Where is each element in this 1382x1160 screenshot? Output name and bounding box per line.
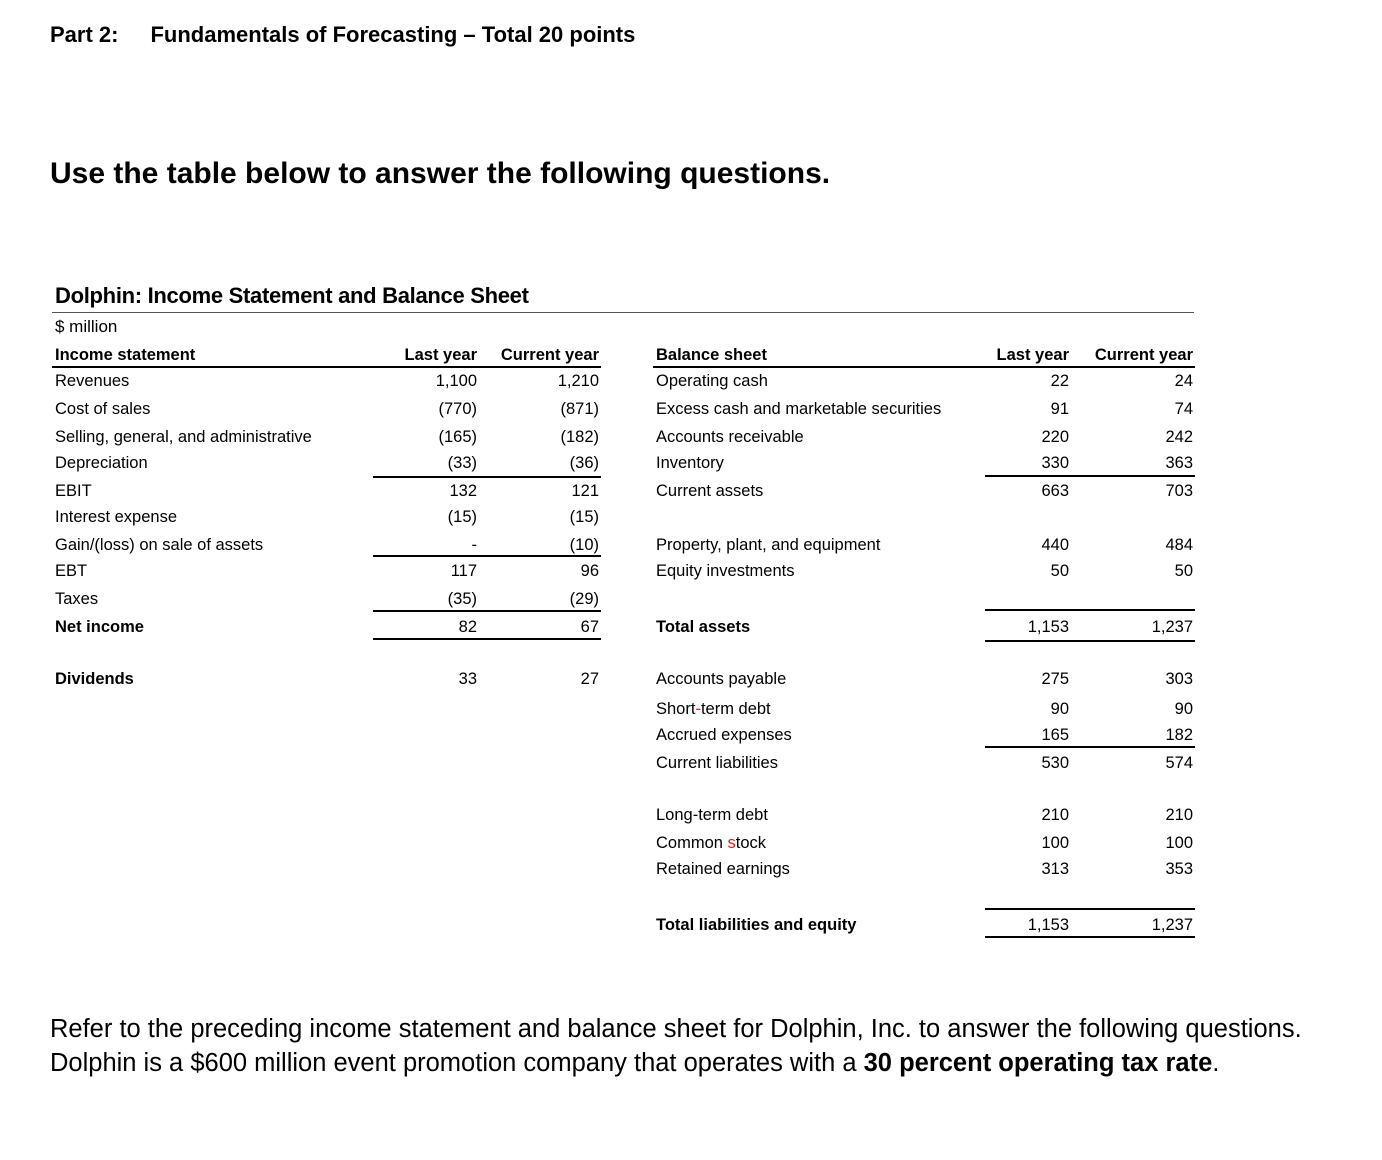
income-row-current-year: 121 — [571, 482, 599, 500]
label-part: - — [695, 700, 701, 718]
income-row-last-year: - — [471, 536, 477, 554]
balance-row-last-year: 313 — [1041, 860, 1069, 878]
balance-row-label: Accounts receivable — [656, 428, 804, 446]
income-header-label: Income statement — [55, 346, 196, 364]
income-row-label: Gain/(loss) on sale of assets — [55, 536, 264, 554]
income-row-last-year: (35) — [447, 590, 477, 608]
balance-rule — [985, 475, 1195, 477]
balance-row-current-year: 574 — [1165, 754, 1193, 772]
balance-row-current-year: 1,237 — [1151, 916, 1193, 934]
title-divider — [52, 312, 1194, 313]
balance-rule — [985, 640, 1195, 642]
income-row-last-year: 1,100 — [435, 372, 477, 390]
label-part: tock — [735, 834, 767, 852]
balance-row-last-year: 100 — [1041, 834, 1069, 852]
balance-row-last-year: 663 — [1041, 482, 1069, 500]
balance-row-current-year: 100 — [1165, 834, 1193, 852]
income-row-current-year: (182) — [560, 428, 599, 446]
unit-label: $ million — [55, 317, 118, 336]
balance-row-last-year: 1,153 — [1027, 618, 1069, 636]
balance-rule — [985, 936, 1195, 938]
balance-row-last-year: 91 — [1050, 400, 1069, 418]
intro-heading: Use the table below to answer the following questions. — [50, 157, 831, 190]
label-part: Short — [656, 700, 696, 718]
income-row-label: Selling, general, and administrative — [55, 428, 312, 446]
income-row-last-year: (15) — [447, 508, 477, 526]
income-row-label: Cost of sales — [55, 400, 151, 418]
label-part: term debt — [700, 700, 771, 718]
balance-row-label: Current liabilities — [656, 754, 778, 772]
paragraph-text: Refer to the preceding income statement and balance sheet for Dolphin, Inc. to answer the following questions. Dolphin is a $600 million event promotion company that operates with a — [50, 1015, 1302, 1077]
income-row-label: Depreciation — [55, 454, 148, 472]
balance-row-label: Accrued expenses — [656, 726, 792, 744]
income-rule — [373, 476, 601, 478]
balance-header-underline — [653, 366, 1195, 368]
balance-row-label: Operating cash — [656, 372, 768, 390]
balance-row-last-year: 90 — [1050, 700, 1069, 718]
balance-row-current-year: 74 — [1174, 400, 1193, 418]
income-row-last-year: (33) — [447, 454, 477, 472]
income-rule — [373, 610, 601, 612]
income-row-last-year: 132 — [449, 482, 477, 500]
balance-row-label — [656, 699, 771, 719]
paragraph-bold: 30 percent operating tax rate — [863, 1049, 1213, 1077]
balance-row-current-year: 363 — [1165, 454, 1193, 472]
balance-row-current-year: 484 — [1165, 536, 1193, 554]
income-row-current-year: (10) — [569, 536, 599, 554]
income-row-label: EBIT — [55, 482, 92, 500]
income-row-last-year: 117 — [450, 562, 477, 580]
balance-row-label: Property, plant, and equipment — [656, 536, 881, 554]
balance-row-last-year: 275 — [1041, 670, 1069, 688]
income-header-last-year: Last year — [404, 346, 477, 364]
balance-row-last-year: 210 — [1041, 806, 1069, 824]
income-rule — [373, 555, 601, 557]
balance-row-label: Current assets — [656, 482, 764, 500]
income-row-current-year: (36) — [569, 454, 599, 472]
part-number: Part 2: — [50, 22, 119, 47]
income-row-label: Taxes — [55, 590, 99, 608]
balance-row-label: Long-term debt — [656, 806, 768, 824]
balance-header-current-year: Current year — [1094, 346, 1193, 364]
balance-rule — [985, 609, 1195, 611]
balance-row-label — [656, 833, 766, 853]
balance-row-current-year: 210 — [1165, 806, 1193, 824]
income-row-label: Interest expense — [55, 508, 177, 526]
income-row-label: Dividends — [55, 670, 134, 688]
balance-row-label: Excess cash and marketable securities — [656, 400, 942, 418]
label-part: Common — [656, 834, 728, 852]
balance-row-current-year: 703 — [1165, 482, 1193, 500]
income-row-label: Net income — [55, 618, 144, 636]
income-header-current-year: Current year — [500, 346, 599, 364]
income-row-current-year: 27 — [580, 670, 599, 688]
question-paragraph — [50, 1012, 1370, 1080]
income-row-current-year: (871) — [560, 400, 599, 418]
balance-header-label: Balance sheet — [656, 346, 767, 364]
balance-row-last-year: 1,153 — [1027, 916, 1069, 934]
income-row-last-year: (165) — [438, 428, 477, 446]
income-row-current-year: (15) — [569, 508, 599, 526]
balance-row-label: Inventory — [656, 454, 724, 472]
balance-row-label: Retained earnings — [656, 860, 790, 878]
balance-row-last-year: 440 — [1041, 536, 1069, 554]
paragraph-end: . — [1212, 1049, 1220, 1077]
balance-rule — [985, 746, 1195, 748]
balance-row-last-year: 530 — [1041, 754, 1069, 772]
balance-row-current-year: 1,237 — [1151, 618, 1193, 636]
income-row-last-year: 33 — [458, 670, 477, 688]
part-heading — [50, 22, 635, 48]
income-rule — [373, 638, 601, 640]
income-row-current-year: 67 — [580, 618, 599, 636]
balance-header-last-year: Last year — [996, 346, 1069, 364]
income-row-current-year: 1,210 — [557, 372, 599, 390]
income-header-underline — [52, 366, 601, 368]
balance-row-last-year: 22 — [1050, 372, 1069, 390]
balance-row-current-year: 90 — [1174, 700, 1193, 718]
table-title: Dolphin: Income Statement and Balance Sheet — [55, 283, 529, 308]
balance-row-label: Total liabilities and equity — [656, 916, 857, 934]
balance-row-last-year: 165 — [1041, 726, 1069, 744]
label-part: s — [727, 834, 736, 852]
balance-row-current-year: 353 — [1165, 860, 1193, 878]
income-row-last-year: 82 — [458, 618, 477, 636]
balance-row-current-year: 242 — [1165, 428, 1193, 446]
balance-row-label: Total assets — [656, 618, 751, 636]
balance-row-current-year: 303 — [1165, 670, 1193, 688]
part-title: Fundamentals of Forecasting – Total 20 points — [150, 22, 636, 47]
income-row-label: Revenues — [55, 372, 130, 390]
income-row-current-year: 96 — [580, 562, 599, 580]
balance-row-last-year: 220 — [1041, 428, 1069, 446]
balance-row-last-year: 330 — [1041, 454, 1069, 472]
balance-row-label: Equity investments — [656, 562, 795, 580]
income-row-label: EBT — [55, 562, 88, 580]
balance-row-current-year: 50 — [1174, 562, 1193, 580]
balance-row-current-year: 24 — [1174, 372, 1193, 390]
balance-row-current-year: 182 — [1165, 726, 1193, 744]
balance-row-label: Accounts payable — [656, 670, 787, 688]
balance-row-last-year: 50 — [1050, 562, 1069, 580]
income-row-last-year: (770) — [438, 400, 477, 418]
income-row-current-year: (29) — [569, 590, 599, 608]
balance-rule — [985, 908, 1195, 910]
